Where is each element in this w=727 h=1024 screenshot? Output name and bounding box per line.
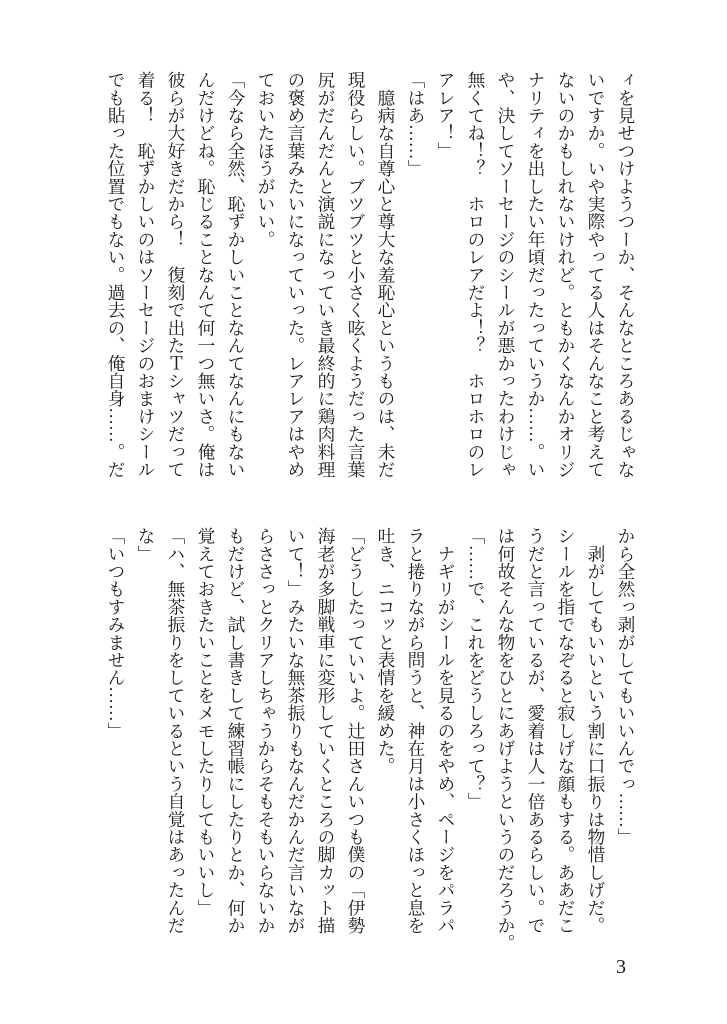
text-line: いですか。いや実際やってる人はそんなこと考えて bbox=[586, 71, 606, 479]
text-line: ラと捲りながら問うと、神在月は小さくほっと息を bbox=[406, 527, 426, 935]
text-line: でも貼った位置でもない。過去の、俺自身……。だ bbox=[106, 71, 126, 479]
text-line: 臆病な自尊心と尊大な羞恥心というものは、未だ bbox=[376, 71, 396, 479]
text-block-lower bbox=[101, 527, 641, 952]
text-line: うだと言っているが、愛着は人一倍あるらしい。で bbox=[526, 527, 546, 935]
text-line: 海老が多脚戦車に変形していくところの脚カット描 bbox=[316, 527, 336, 935]
text-line: 「……で、これをどうしろって？」 bbox=[466, 527, 486, 811]
text-line: ておいたほうがいい。 bbox=[256, 71, 276, 248]
text-line: 彼らが大好きだから！ 復刻で出たＴシャツだって bbox=[166, 71, 186, 479]
text-line: ナリティを出したい年頃だったっていうか……。い bbox=[526, 71, 546, 479]
text-line: 着る！ 恥ずかしいのはソーセージのおまけシール bbox=[136, 71, 156, 479]
text-line: 現役らしい。ブツブツと小さく呟くようだった言葉 bbox=[346, 71, 366, 479]
text-line: 無くてね！？ ホロのレアだよ！？ ホロホロのレ bbox=[466, 71, 486, 479]
text-line: らささっとクリアしちゃうからそもそもいらないか bbox=[256, 527, 276, 935]
text-line: ィを見せつけようつーか、そんなところあるじゃな bbox=[616, 71, 636, 479]
text-line: の褒め言葉みたいになっていった。レアレアはやめ bbox=[286, 71, 306, 479]
text-line: 「はあ……」 bbox=[406, 71, 426, 178]
text-line: んだけどね。恥じることなんて何一つ無いさ。俺は bbox=[196, 71, 216, 479]
text-line: 「いつもすみません……」 bbox=[106, 527, 126, 740]
text-line: 尻がだんだんと演説になっていき最終的に鶏肉料理 bbox=[316, 71, 336, 479]
text-line: もだけど、試し書きして練習帳にしたりとか、何か bbox=[226, 527, 246, 935]
text-line: 「ハ、無茶振りをしているという自覚はあったんだ bbox=[166, 527, 186, 935]
text-line: ナギリがシールを見るのをやめ、ページをパラパ bbox=[436, 527, 456, 935]
text-line: 吐き、ニコッと表情を緩めた。 bbox=[376, 527, 396, 775]
text-line: 「どうしたっていいよ。辻田さんいつも僕の「伊勢 bbox=[346, 527, 366, 935]
text-block-upper bbox=[101, 71, 641, 478]
text-line: な」 bbox=[136, 527, 156, 563]
text-line: 覚えておきたいことをメモしたりしてもいいし」 bbox=[196, 527, 216, 917]
text-line: いて！」みたいな無茶振りもなんだかんだ言いなが bbox=[286, 527, 306, 935]
text-line: アレア！」 bbox=[436, 71, 456, 160]
text-line: から全然っ剥がしてもいいんでっ……」 bbox=[616, 527, 636, 846]
page-number: 3 bbox=[616, 956, 626, 978]
text-line: ないのかもしれないけれど。ともかくなんかオリジ bbox=[556, 71, 576, 479]
text-line: 剥がしてもいいという割に口振りは物惜しげだ。 bbox=[586, 527, 606, 935]
text-line: は何故そんな物をひとにあげようというのだろうか。 bbox=[496, 527, 516, 952]
text-line: や、決してソーセージのシールが悪かったわけじゃ bbox=[496, 71, 516, 479]
text-line: 「今なら全然、恥ずかしいことなんてなんにもない bbox=[226, 71, 246, 479]
text-line: シールを指でなぞると寂しげな顔もする。ああだこ bbox=[556, 527, 576, 935]
